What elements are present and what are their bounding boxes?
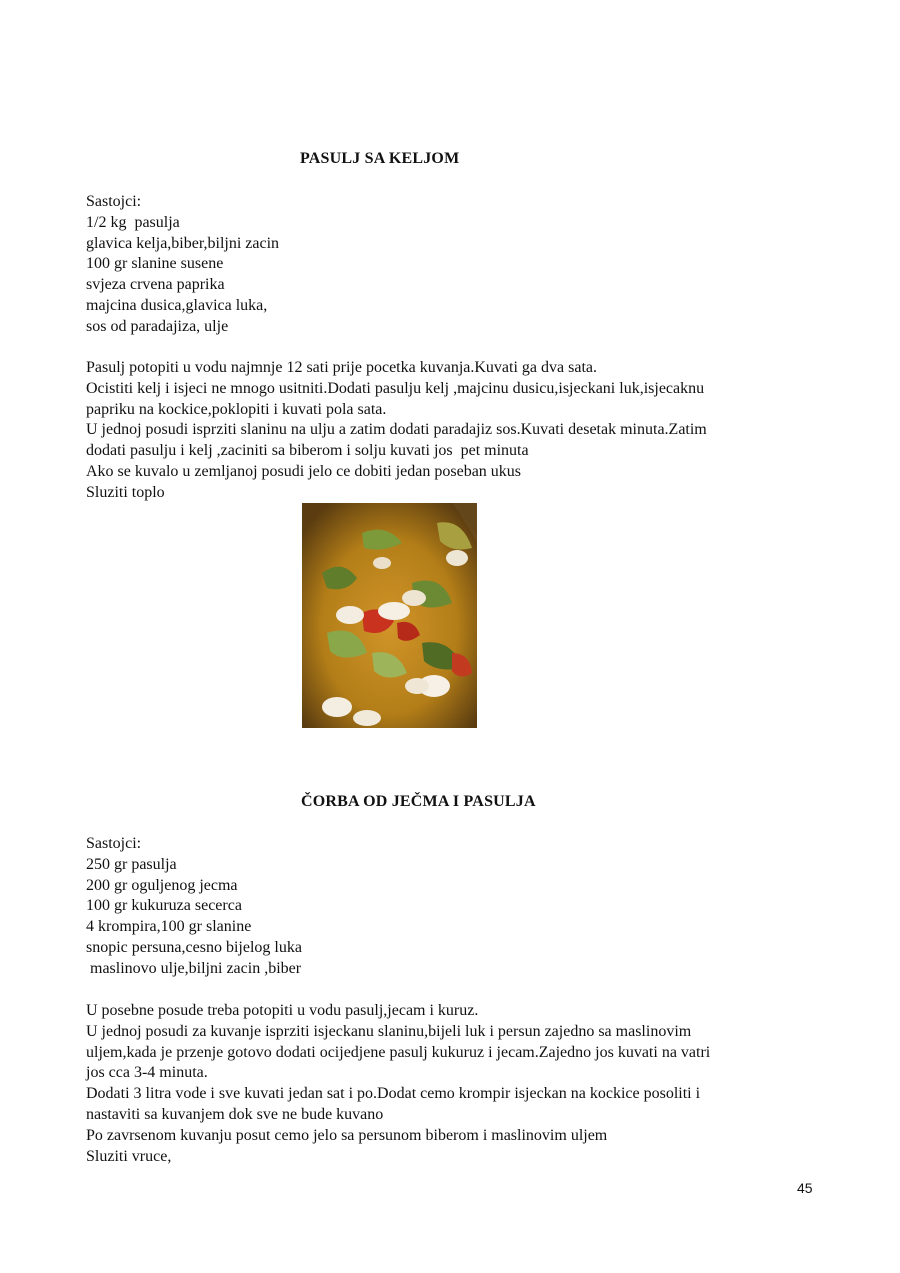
- instruction-line: Pasulj potopiti u vodu najmnje 12 sati prije pocetka kuvanja.Kuvati ga dva sata.: [86, 359, 597, 376]
- ingredients-heading: Sastojci:: [86, 193, 142, 210]
- instruction-line: Ocistiti kelj i isjeci ne mnogo usitniti.Dodati pasulju kelj ,majcinu dusicu,isjeckani luk,isjecaknu: [86, 379, 705, 397]
- ingredient-line: snopic persuna,cesno bijelog luka: [86, 938, 302, 956]
- instructions-block: [86, 1001, 826, 1167]
- instruction-line: dodati pasulju i kelj ,zaciniti sa biberom i solju kuvati jos pet minuta: [86, 442, 529, 460]
- page-number: 45: [797, 1180, 813, 1196]
- instruction-line: Ako se kuvalo u zemljanoj posudi jelo ce dobiti jedan poseban ukus: [86, 462, 522, 480]
- instruction-line: Dodati 3 litra vode i sve kuvati jedan sat i po.Dodat cemo krompir isjeckan na kockice posoliti i: [86, 1085, 701, 1103]
- ingredient-line: majcina dusica,glavica luka,: [86, 296, 268, 314]
- instruction-line: uljem,kada je przenje gotovo dodati ocijedjene pasulj kukuruz i jecam.Zajedno jos kuvati na vatri: [86, 1043, 711, 1061]
- ingredient-line: 4 krompira,100 gr slanine: [86, 918, 252, 936]
- instruction-line: Po zavrsenom kuvanju posut cemo jelo sa persunom biberom i maslinovim uljem: [86, 1126, 608, 1144]
- ingredient-line: 250 gr pasulja: [86, 855, 177, 873]
- instruction-line: U jednoj posudi isprziti slaninu na ulju a zatim dodati paradajiz sos.Kuvati desetak minuta.Zatim: [86, 421, 707, 439]
- instructions-block: [86, 358, 826, 504]
- recipe-title: ČORBA OD JEČMA I PASULJA: [301, 793, 536, 810]
- ingredient-line: 100 gr kukuruza secerca: [86, 897, 242, 915]
- dish-photo-illustration: [302, 503, 477, 728]
- instruction-line: nastaviti sa kuvanjem dok sve ne bude kuvano: [86, 1105, 384, 1123]
- dish-photo: [302, 503, 477, 728]
- ingredient-line: svjeza crvena paprika: [86, 276, 225, 294]
- ingredient-line: 100 gr slanine susene: [86, 255, 224, 273]
- instruction-line: U posebne posude treba potopiti u vodu pasulj,jecam i kuruz.: [86, 1002, 479, 1019]
- ingredient-line: glavica kelja,biber,biljni zacin: [86, 234, 280, 252]
- recipe-title: PASULJ SA KELJOM: [300, 150, 460, 167]
- ingredient-line: 1/2 kg pasulja: [86, 213, 180, 231]
- ingredients-block: [86, 834, 826, 980]
- instruction-line: Sluziti toplo: [86, 483, 165, 501]
- ingredients-heading: Sastojci:: [86, 835, 142, 852]
- ingredient-line: 200 gr oguljenog jecma: [86, 876, 238, 894]
- instruction-line: U jednoj posudi za kuvanje isprziti isjeckanu slaninu,bijeli luk i persun zajedno sa maslinovim: [86, 1022, 692, 1040]
- instruction-line: papriku na kockice,poklopiti i kuvati pola sata.: [86, 400, 387, 418]
- ingredient-line: sos od paradajiza, ulje: [86, 317, 229, 335]
- ingredients-block: [86, 192, 826, 338]
- instruction-line: Sluziti vruce,: [86, 1147, 172, 1165]
- ingredient-line: maslinovo ulje,biljni zacin ,biber: [86, 959, 302, 977]
- instruction-line: jos cca 3-4 minuta.: [86, 1064, 208, 1082]
